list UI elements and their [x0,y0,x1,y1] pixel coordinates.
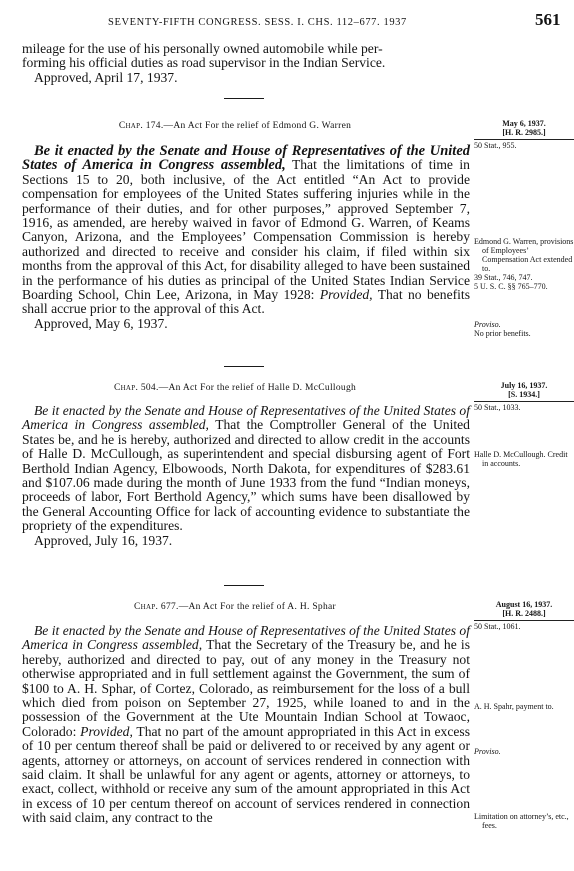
carryover-line-1: mileage for the use of his personally owned automobile while per- [22,41,383,56]
margin-note: Edmond G. Warren, provisions of Employees’ Compensation Act extended to. [474,237,574,273]
margin-date-block-174 [474,119,574,150]
proviso-text: That no part of the amount appropriated in this Act in excess of 10 per centum thereof shall be paid or delivered to or received by any agent or agents, attorney or attorneys, on account of services rendered in connection with said claim. It shall be unlawful for any agent or agents, attorney or attorneys, to exact, collect, withhold or receive any sum of the amount appropriated in this Act in excess of 10 per centum thereof on account of services rendered in connection with said claim, any contract to the [22,723,471,826]
section-rule [224,98,264,99]
margin-date: May 6, 1937. [502,119,546,128]
margin-note: A. H. Spahr, payment to. [474,702,554,711]
proviso-word: Provided, [80,723,133,739]
act-body-text: That the Comptroller General of the United States be, and he is hereby, authorized and directed to allow credit in the accounts of Halle D. McCullough, as superintendent and special disbursing agent of Fort Berthold Indian Agency, Elbowoods, North Dakota, for expenditures of $283.61 and $107.06 made during the month of June 1933 from the fund “Indian moneys, proceeds of labor, Fort Berthold Agency,” which sums have been disallowed by the General Accounting Office for lack of accounting evidence to substantiate the propriety of the expenditures. [22,417,470,534]
approved-line: Approved, July 16, 1937. [34,532,173,548]
margin-note: Halle D. McCullough. Credit in accounts. [474,450,568,468]
act-body-174 [22,144,470,331]
page-number: 561 [535,10,561,29]
running-header [0,10,574,34]
margin-date-block-677 [474,600,574,631]
section-rule [224,366,264,367]
proviso-text: That no benefits shall accrue prior to the approval of this Act. [22,287,470,317]
carryover-line-2: forming his official duties as road supervisor in the Indian Service. [22,55,386,71]
margin-date-block-504 [474,381,574,412]
margin-note-warren [474,237,574,291]
margin-proviso-note: No prior benefits. [474,329,531,338]
proviso-word: Provided, [319,287,373,303]
margin-date: July 16, 1937. [500,381,548,390]
margin-proviso-174 [474,320,574,338]
margin-limitation-note [474,812,574,830]
chapter-title: —An Act For the relief of Edmond G. Warren [163,121,352,131]
chapter-number: Chap. 677. [134,602,179,612]
chapter-number: Chap. 174. [118,121,164,131]
margin-stat: 50 Stat., 1061. [474,620,574,631]
margin-proviso-677 [474,747,574,756]
enacting-clause: Be it enacted by the Senate and House of Representatives of the United States of America in Congress assembled, [22,403,470,433]
approved-line: Approved, May 6, 1937. [34,315,168,331]
act-body-text: That the Secretary of the Treasury be, and he is hereby, authorized and directed to pay, out of any money in the Treasury not otherwise appropriated and in full settlement against the Government, the sum of $100 to A. H. Sphar, of Cortez, Colorado, as reimbursement for the loss of a bull which died from poison on September 27, 1925, while loaned to and in the possession of the Government at the Ute Mountain Indian School at Towaoc, Colorado: [22,637,471,739]
margin-note-sphar [474,702,574,711]
enacting-clause: Be it enacted by the Senate and House of Representatives of the United States of America in Congress assembled, [22,143,470,174]
margin-date: August 16, 1937. [495,600,553,609]
chapter-heading-174 [0,121,470,131]
running-head-text: SEVENTY-FIFTH CONGRESS. SESS. I. CHS. 112–677. 1937 [108,17,407,28]
chapter-heading-677 [0,602,470,612]
act-body-text: That the limitations of time in Sections 15 to 20, both inclusive, of the Act entitled “An Act to provide compensation for employees of the United States suffering injuries while in the performance of their duties, and for other purposes,” approved September 7, 1916, as amended, are hereby waived in favor of Edmond G. Warren, of Keams Canyon, Arizona, and the Employees’ Compensation Commission is hereby authorized and directed to receive and consider his claim, if filed within six months from the approval of this Act, for disability alleged to have been sustained in the performance of his duties as principal of the United States Indian Service Boarding School, Chin Lee, Arizona, in May 1928: [22,157,470,303]
act-text [22,144,470,317]
chapter-title: —An Act For the relief of A. H. Sphar [178,602,336,612]
margin-stat: 50 Stat., 955. [474,139,574,150]
chapter-heading-504 [0,383,470,393]
carryover-block [22,42,470,85]
margin-note: Limitation on attorney’s, etc., fees. [474,812,569,830]
act-body-677 [22,624,470,826]
chapter-number: Chap. 504. [113,383,159,393]
enacting-clause: Be it enacted by the Senate and House of Representatives of the United States of America in Congress assembled, [22,623,470,653]
margin-proviso-head: Proviso. [474,320,501,329]
margin-bill: [S. 1934.] [508,390,540,399]
section-rule [224,585,264,586]
act-text [22,404,470,534]
margin-note-mccullough [474,450,574,468]
margin-bill: [H. R. 2488.] [502,609,546,618]
chapter-title: —An Act For the relief of Halle D. McCullough [158,383,357,393]
margin-note: 5 U. S. C. §§ 765–770. [474,282,548,291]
act-body-504 [22,404,470,548]
margin-note: 39 Stat., 746, 747. [474,273,533,282]
act-text [22,624,470,826]
carryover-approved: Approved, April 17, 1937. [34,69,178,85]
margin-proviso-head: Proviso. [474,747,501,756]
margin-stat: 50 Stat., 1033. [474,401,574,412]
margin-bill: [H. R. 2985.] [502,128,546,137]
